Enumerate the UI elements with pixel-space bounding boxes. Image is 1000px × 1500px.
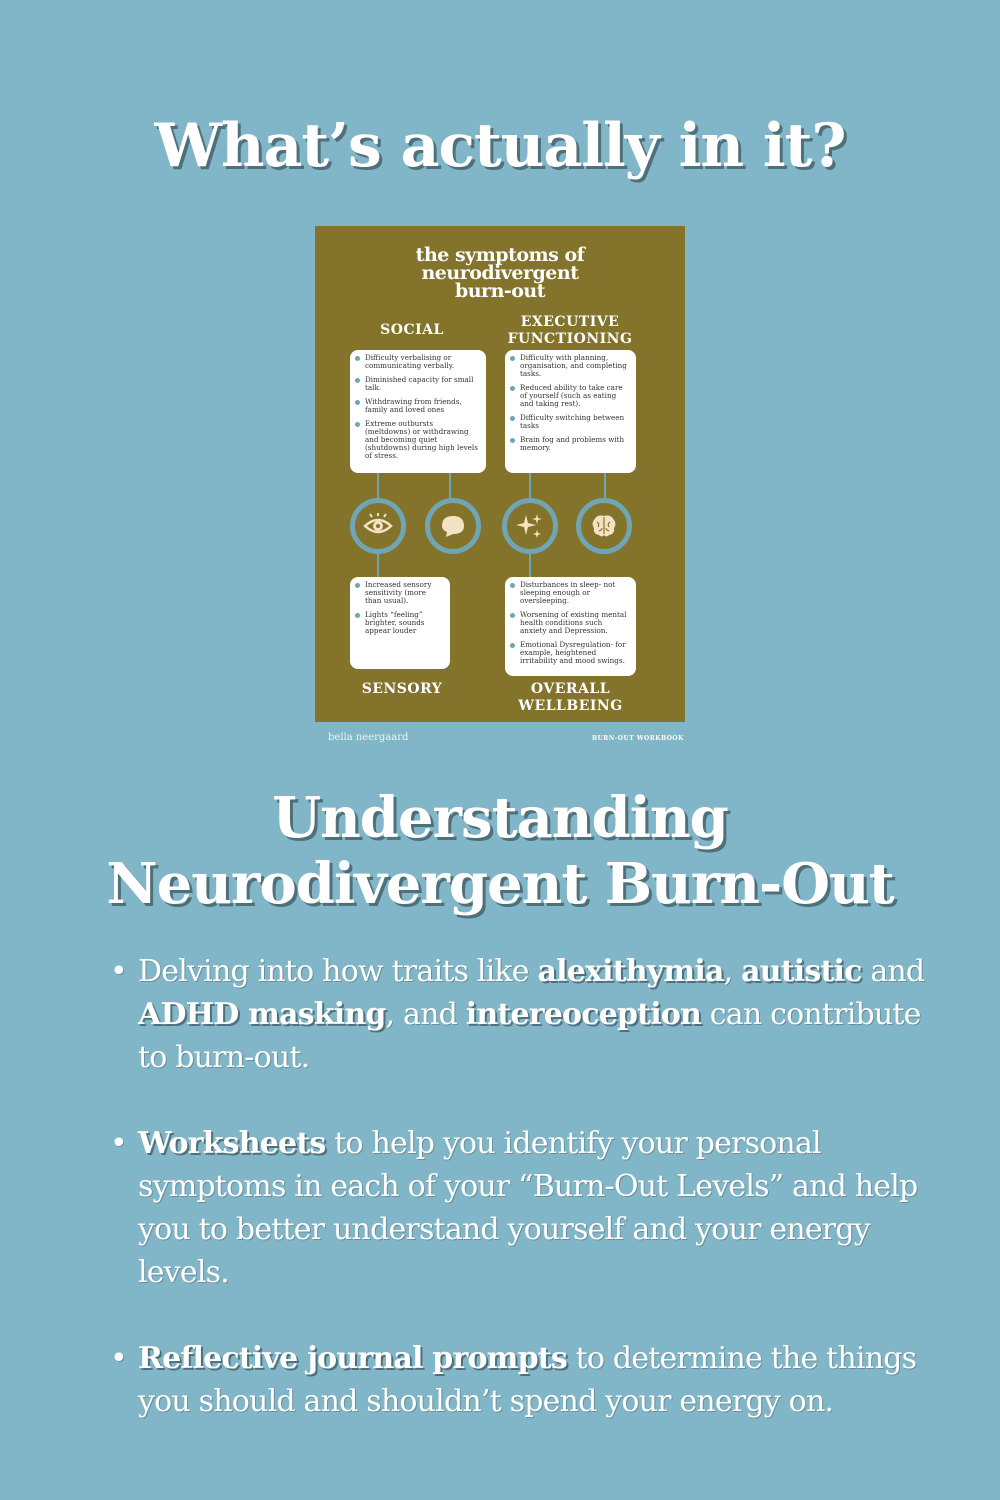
page-title: What’s actually in it? xyxy=(154,111,846,181)
list-item: Worsening of existing mental health conditions such anxiety and Depression. xyxy=(510,611,630,635)
list-item: Emotional Dysregulation- for example, heightened irritability and mood swings. xyxy=(510,641,630,665)
sensory-heading: SENSORY xyxy=(361,681,443,697)
section-heading-line-1: Understanding xyxy=(272,785,728,851)
connector-line xyxy=(529,552,531,578)
section-heading-line-2: Neurodivergent Burn-Out xyxy=(106,851,894,917)
executive-heading xyxy=(505,314,635,348)
poster-title-line-2: neurodivergent xyxy=(421,262,579,284)
bullet-text: to help you identify your personal symptoms in each of your “Burn-Out Levels” and help you to better understand yourself and your energy levels. xyxy=(138,1126,918,1290)
list-item: Extreme outbursts (meltdowns) or withdrawing and becoming quiet (shutdowns) during high levels of stress. xyxy=(355,420,480,460)
eye-icon xyxy=(350,498,406,554)
poster-title-line-3: burn-out xyxy=(454,280,546,302)
list-item: Diminished capacity for small talk. xyxy=(355,376,480,392)
wellbeing-heading xyxy=(505,681,636,715)
social-heading: SOCIAL xyxy=(380,322,444,338)
bullet-keyword: ADHD masking xyxy=(138,997,386,1032)
bullet-keyword: autistic xyxy=(741,954,862,989)
connector-line xyxy=(377,473,379,500)
bullet-text: to determine the things you should and shouldn’t spend your energy on. xyxy=(138,1341,917,1419)
connector-line xyxy=(529,473,531,500)
bullet-text: , and xyxy=(385,997,466,1032)
sensory-symptoms-box xyxy=(350,577,450,669)
feature-bullet-worksheets xyxy=(110,1122,930,1294)
feature-bullet-traits xyxy=(110,950,930,1079)
executive-heading-line-1: EXECUTIVE xyxy=(520,314,620,330)
bullet-text: and xyxy=(861,954,925,989)
executive-symptoms-box xyxy=(505,350,636,473)
bullet-keyword: intereoception xyxy=(465,997,702,1032)
wellbeing-heading-line-1: OVERALL xyxy=(530,681,611,697)
list-item: Withdrawing from friends, family and loved ones xyxy=(355,398,480,414)
list-item: Increased sensory sensitivity (more than usual). xyxy=(355,581,444,605)
social-symptoms-box xyxy=(350,350,486,473)
speech-bubble-icon xyxy=(425,498,481,554)
bullet-keyword: Reflective journal prompts xyxy=(138,1341,567,1376)
connector-line xyxy=(377,552,379,578)
wellbeing-symptoms-box xyxy=(505,577,636,676)
bullet-dot: • xyxy=(110,1341,127,1376)
wellbeing-heading-line-2: WELLBEING xyxy=(518,698,623,714)
list-item: Difficulty switching between tasks xyxy=(510,414,630,430)
workbook-preview-image xyxy=(315,226,685,722)
bullet-text: Delving into how traits like xyxy=(138,954,538,989)
list-item: Brain fog and problems with memory. xyxy=(510,436,630,452)
author-credit: bella neergaard xyxy=(328,732,409,743)
bullet-dot: • xyxy=(110,1126,127,1161)
brain-icon xyxy=(576,498,632,554)
list-item: Reduced ability to take care of yourself (such as eating and taking rest). xyxy=(510,384,630,408)
bullet-text: can contribute to burn-out. xyxy=(138,997,921,1075)
list-item: Difficulty verbalising or communicating verbally. xyxy=(355,354,480,370)
workbook-label: BURN-OUT WORKBOOK xyxy=(592,735,684,742)
list-item: Difficulty with planning, organisation, and completing tasks. xyxy=(510,354,630,378)
bullet-keyword: Worksheets xyxy=(138,1126,326,1161)
list-item: Lights “feeling” brighter, sounds appear louder xyxy=(355,611,444,635)
poster-title-line-1: the symptoms of xyxy=(415,244,585,266)
bullet-text: , xyxy=(723,954,742,989)
bullet-keyword: alexithymia xyxy=(537,954,724,989)
executive-heading-line-2: FUNCTIONING xyxy=(507,331,633,347)
section-heading xyxy=(0,785,1000,917)
list-item: Disturbances in sleep- not sleeping enough or oversleeping. xyxy=(510,581,630,605)
connector-line xyxy=(604,473,606,500)
sparkles-icon xyxy=(502,498,558,554)
bullet-dot: • xyxy=(110,954,127,989)
connector-line xyxy=(449,473,451,500)
feature-bullet-journal-prompts xyxy=(110,1337,930,1423)
